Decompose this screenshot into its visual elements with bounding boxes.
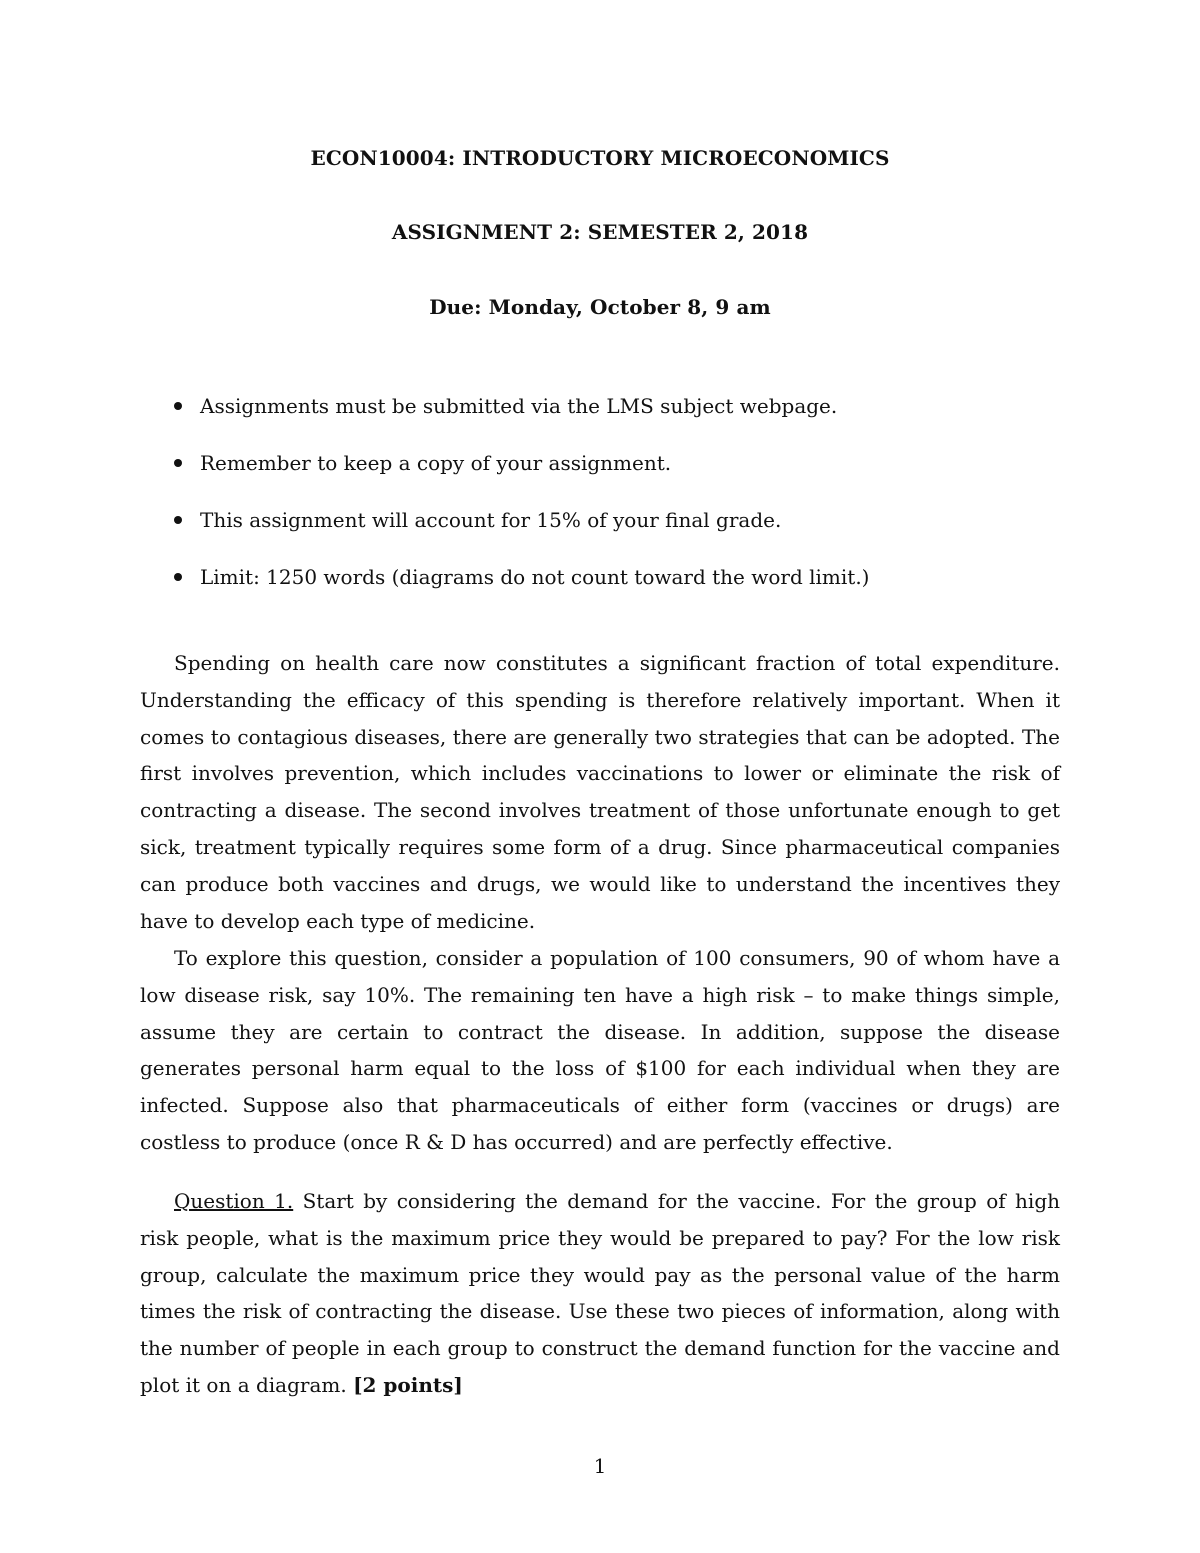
instructions-list — [174, 392, 1074, 620]
assignment-title: ASSIGNMENT 2: SEMESTER 2, 2018 — [391, 220, 809, 244]
list-item — [174, 392, 1074, 449]
question-1 — [140, 1183, 1060, 1404]
page-number: 1 — [593, 1454, 607, 1478]
intro-paragraph: Spending on health care now constitutes a significant fraction of total expenditure. Understanding the efficacy of this spending is therefore relatively important. When it comes to contagious diseases, there are generally two strategies that can be adopted. The first involves prevention, which includes vaccinations to lower or eliminate the risk of contracting a disease. The second involves treatment of those unfortunate enough to get sick, treatment typically requires some form of a drug. Since pharmaceutical companies can produce both vaccines and drugs, we would like to understand the incentives they have to develop each type of medicine. — [140, 651, 1060, 933]
list-item — [174, 506, 1074, 563]
question-1-label: Question 1. — [174, 1189, 294, 1213]
due-date: Due: Monday, October 8, 9 am — [429, 295, 771, 319]
bullet-icon — [174, 573, 182, 581]
bullet-icon — [174, 516, 182, 524]
question-1-text: Start by considering the demand for the vaccine. For the group of high risk people, what is the maximum price they would be prepared to pay? For the low risk group, calculate the maximum price they would pay as the personal value of the harm times the risk of contracting the disease. Use these two pieces of information, along with the number of people in each group to construct the demand function for the vaccine and plot it on a diagram. — [140, 1189, 1060, 1397]
list-item-text: Remember to keep a copy of your assignment. — [200, 451, 672, 475]
question-1-points: [2 points] — [353, 1372, 463, 1397]
course-title: ECON10004: INTRODUCTORY MICROECONOMICS — [310, 146, 890, 170]
list-item — [174, 563, 1074, 620]
list-item-text: Limit: 1250 words (diagrams do not count toward the word limit.) — [200, 565, 870, 589]
bullet-icon — [174, 402, 182, 410]
list-item — [174, 449, 1074, 506]
list-item-text: This assignment will account for 15% of your final grade. — [200, 508, 782, 532]
list-item-text: Assignments must be submitted via the LMS subject webpage. — [200, 394, 838, 418]
bullet-icon — [174, 459, 182, 467]
setup-paragraph: To explore this question, consider a population of 100 consumers, 90 of whom have a low disease risk, say 10%. The remaining ten have a high risk – to make things simple, assume they are certain to contract the disease. In addition, suppose the disease generates personal harm equal to the loss of $100 for each individual when they are infected. Suppose also that pharmaceuticals of either form (vaccines or drugs) are costless to produce (once R & D has occurred) and are perfectly effective. — [140, 946, 1060, 1154]
